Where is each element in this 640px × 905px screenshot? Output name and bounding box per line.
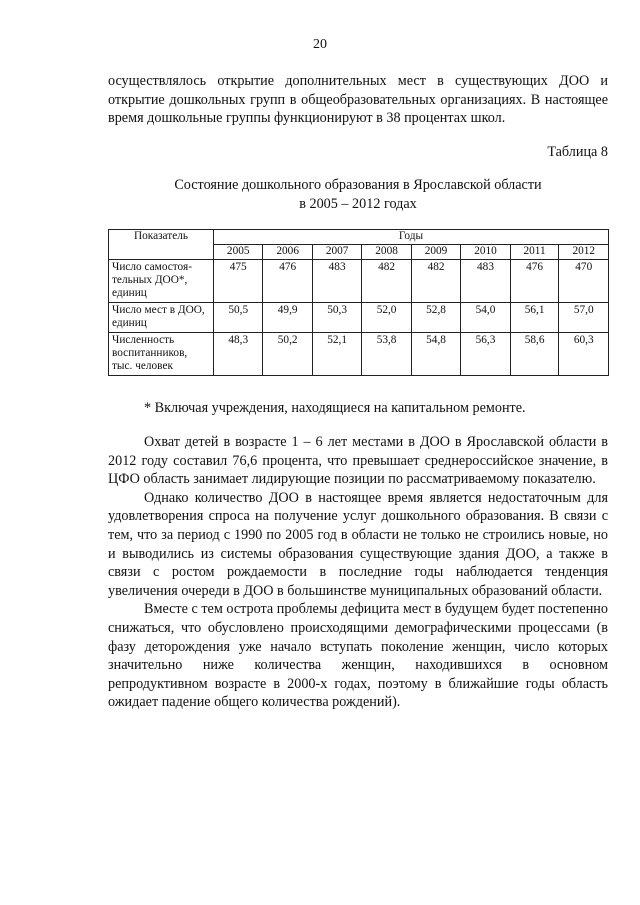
value-cell: 50,3 — [312, 303, 361, 333]
value-cell: 54,8 — [411, 333, 460, 376]
year-cell: 2006 — [263, 245, 312, 260]
header-indicator: Показатель — [109, 230, 214, 260]
year-cell: 2012 — [559, 245, 609, 260]
value-cell: 52,0 — [362, 303, 411, 333]
year-cell: 2008 — [362, 245, 411, 260]
value-cell: 483 — [461, 260, 510, 303]
value-cell: 482 — [411, 260, 460, 303]
value-cell: 54,0 — [461, 303, 510, 333]
value-cell: 56,1 — [510, 303, 559, 333]
table-title-line1: Состояние дошкольного образования в Ярославской области — [174, 177, 542, 193]
value-cell: 50,5 — [214, 303, 263, 333]
main-text — [108, 433, 608, 712]
value-cell: 483 — [312, 260, 361, 303]
table-title-line2: в 2005 – 2012 годах — [299, 195, 417, 212]
table-row — [109, 333, 609, 376]
year-cell: 2010 — [461, 245, 510, 260]
paragraph: Вместе с тем острота проблемы дефицита мест в будущем будет постепенно снижаться, что обусловлено происходящими демографическими процессами (в фазу деторождения уже начало вступать поколение женщин, число которых значительно ниже количества женщин, находившихся в основном репродуктивном возрасте в 2000-х годах, поэтому в ближайшие годы область ожидает падение общего количества рождений). — [108, 601, 608, 711]
year-cell: 2009 — [411, 245, 460, 260]
value-cell: 53,8 — [362, 333, 411, 376]
year-cell: 2007 — [312, 245, 361, 260]
value-cell: 475 — [214, 260, 263, 303]
value-cell: 56,3 — [461, 333, 510, 376]
paragraph: Охват детей в возрасте 1 – 6 лет местами в ДОО в Ярославской области в 2012 году составил 76,6 процента, что превышает среднероссийское значение, в ЦФО область занимает лидирующие позиции по рассматриваемому показателю. — [108, 434, 608, 488]
value-cell: 52,8 — [411, 303, 460, 333]
header-years: Годы — [214, 230, 609, 245]
value-cell: 476 — [510, 260, 559, 303]
value-cell: 476 — [263, 260, 312, 303]
value-cell: 52,1 — [312, 333, 361, 376]
value-cell: 48,3 — [214, 333, 263, 376]
year-cell: 2011 — [510, 245, 559, 260]
value-cell: 58,6 — [510, 333, 559, 376]
table-row — [109, 303, 609, 333]
row-label: Число самостоя-тельных ДОО*, единиц — [109, 260, 214, 303]
page-number: 20 — [313, 37, 327, 52]
table-row — [109, 260, 609, 303]
table-footnote: * Включая учреждения, находящиеся на капитальном ремонте. — [144, 400, 526, 416]
value-cell: 49,9 — [263, 303, 312, 333]
value-cell: 470 — [559, 260, 609, 303]
paragraph: Однако количество ДОО в настоящее время является недостаточным для удовлетворения спроса на получение услуг дошкольного образования. В связи с тем, что за период с 1990 по 2005 год в области не только не строились новые, но и выводились из системы образования существующие здания ДОО, а также в связи с ростом рождаемости в последние годы наблюдается тенденция увеличения очереди в ДОО в большинстве муниципальных образований области. — [108, 489, 608, 599]
data-table — [108, 229, 609, 376]
value-cell: 60,3 — [559, 333, 609, 376]
value-cell: 482 — [362, 260, 411, 303]
value-cell: 50,2 — [263, 333, 312, 376]
row-label: Численность воспитанников, тыс. человек — [109, 333, 214, 376]
year-cell: 2005 — [214, 245, 263, 260]
intro-paragraph: осуществлялось открытие дополнительных мест в существующих ДОО и открытие дошкольных групп в общеобразовательных организациях. В настоящее время дошкольные группы функционируют в 38 процентах школ. — [108, 73, 608, 127]
value-cell: 57,0 — [559, 303, 609, 333]
table-header-row — [109, 230, 609, 245]
table-title — [108, 176, 608, 213]
table-label: Таблица 8 — [547, 144, 608, 160]
row-label: Число мест в ДОО, единиц — [109, 303, 214, 333]
